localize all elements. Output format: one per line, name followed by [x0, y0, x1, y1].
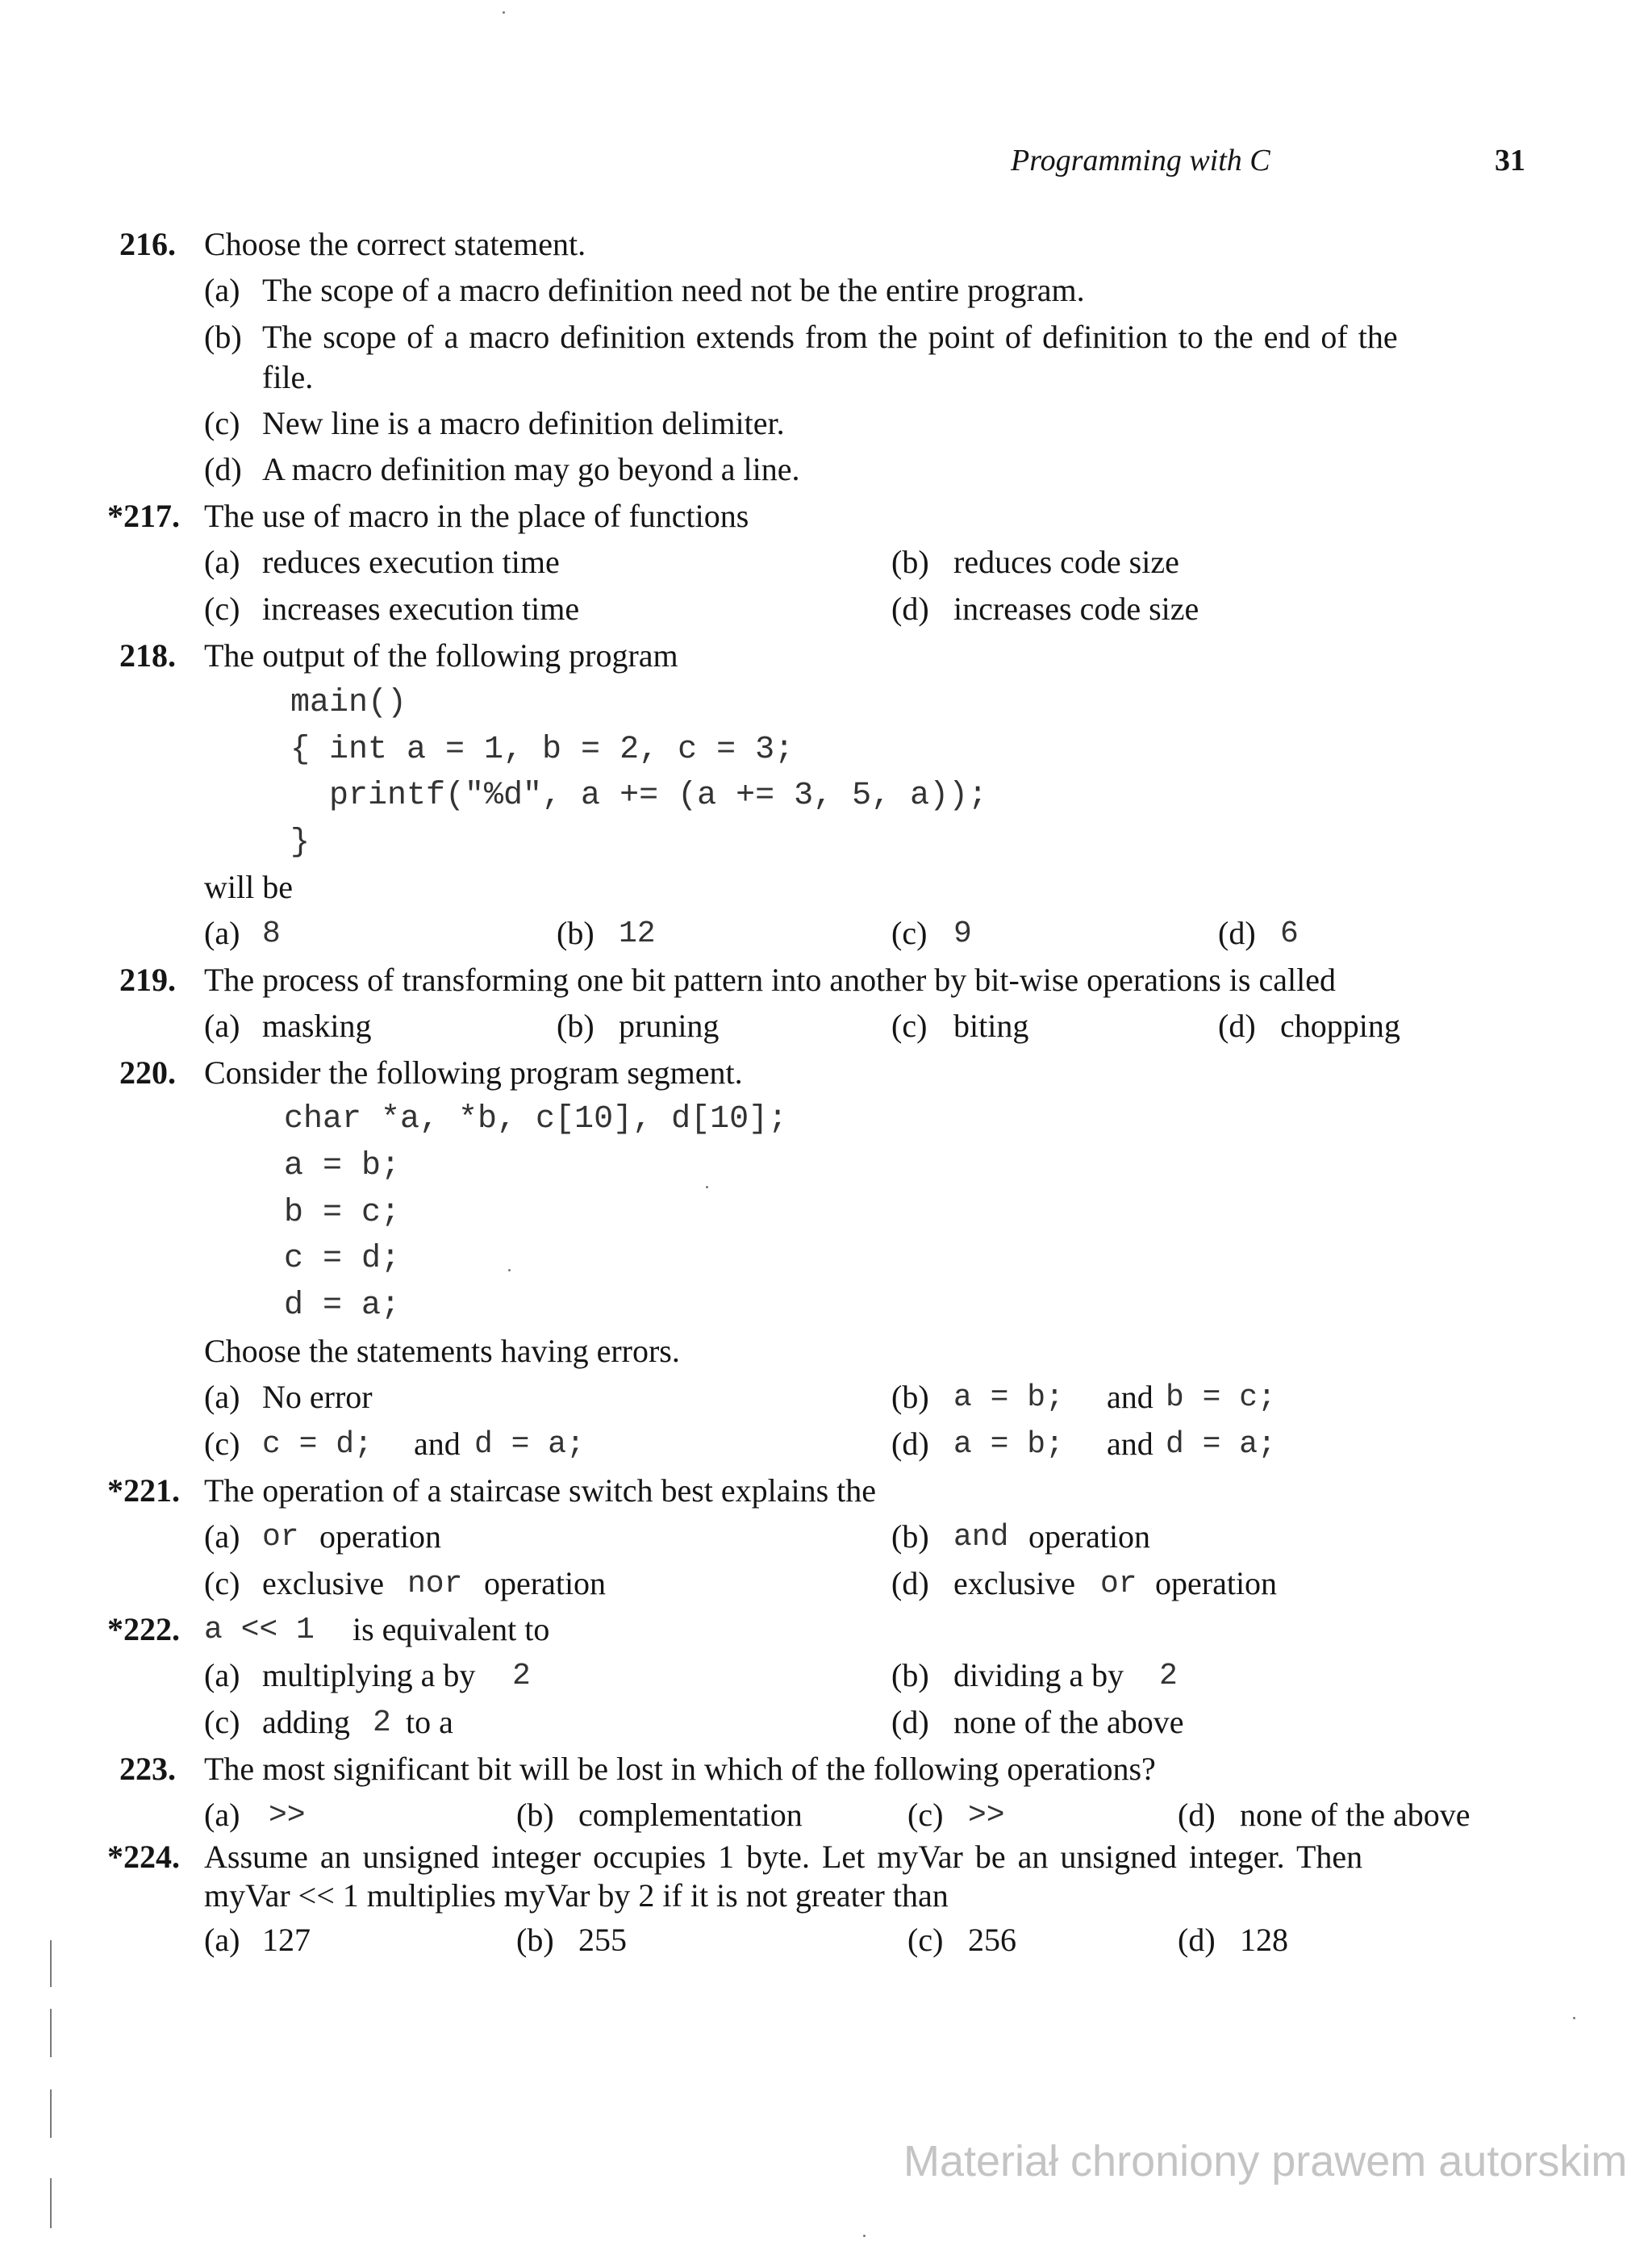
copyright-watermark: Materiał chroniony prawem autorskim	[903, 2137, 1628, 2185]
question-number: 219.	[119, 962, 176, 998]
option-label: (d)	[1218, 1008, 1256, 1044]
option-label: (b)	[557, 915, 594, 951]
option-code: 2	[1159, 1659, 1178, 1693]
option-label: (a)	[204, 1008, 240, 1044]
scan-margin-mark	[50, 2178, 52, 2228]
option-label: (c)	[204, 591, 240, 627]
option-label: (d)	[1178, 1797, 1216, 1833]
scan-speck	[508, 1269, 511, 1271]
option-text: chopping	[1280, 1008, 1400, 1044]
option-text: The scope of a macro definition need not be the entire program.	[262, 272, 1085, 308]
running-header-title: Programming with C	[1011, 144, 1270, 177]
option-text: none of the above	[953, 1704, 1184, 1740]
option-text: operation	[1028, 1518, 1151, 1555]
question-text: Assume an unsigned integer occupies 1 byte. Let myVar be an unsigned integer. Then	[204, 1839, 1363, 1875]
option-value: 9	[953, 916, 972, 951]
question-code: a << 1	[204, 1613, 315, 1647]
option-label: (c)	[891, 1008, 928, 1044]
option-label: (d)	[1178, 1922, 1216, 1958]
page-number: 31	[1495, 144, 1525, 177]
option-label: (b)	[891, 544, 929, 580]
option-text-continued: file.	[262, 359, 314, 395]
option-label: (c)	[204, 405, 240, 441]
option-label: (d)	[891, 591, 929, 627]
option-label: (a)	[204, 915, 240, 951]
question-number: *224.	[107, 1839, 180, 1875]
option-label: (d)	[891, 1704, 929, 1740]
option-label: (b)	[557, 1008, 594, 1044]
scan-speck	[863, 2235, 866, 2237]
option-label: (d)	[1218, 915, 1256, 951]
option-code: a = b;	[953, 1380, 1064, 1415]
option-label: (b)	[891, 1657, 929, 1693]
option-code: or	[1100, 1567, 1137, 1601]
option-code: d = a;	[474, 1427, 585, 1462]
question-text: The process of transforming one bit pattern into another by bit-wise operations is called	[204, 962, 1336, 998]
option-text: The scope of a macro definition extends from the point of definition to the end of the	[262, 319, 1398, 355]
question-text-continued: myVar << 1 multiplies myVar by 2 if it is not greater than	[204, 1877, 949, 1914]
option-label: (b)	[516, 1797, 554, 1833]
option-text: operation	[1155, 1565, 1278, 1601]
option-label: (c)	[907, 1797, 944, 1833]
option-text: adding	[262, 1704, 350, 1740]
option-text: reduces execution time	[262, 544, 560, 580]
option-label: (c)	[891, 915, 928, 951]
option-text: and	[414, 1426, 461, 1462]
option-text: operation	[319, 1518, 442, 1555]
question-number: 223.	[119, 1751, 176, 1787]
code-line: c = d;	[284, 1241, 401, 1277]
option-code: d = a;	[1166, 1427, 1276, 1462]
option-text: dividing a by	[953, 1657, 1124, 1693]
scan-speck	[706, 1186, 708, 1188]
option-label: (b)	[516, 1922, 554, 1958]
code-line: { int a = 1, b = 2, c = 3;	[290, 732, 795, 768]
option-label: (c)	[204, 1426, 240, 1462]
question-text: The use of macro in the place of functions	[204, 498, 749, 534]
option-code: c = d;	[262, 1427, 373, 1462]
option-label: (a)	[204, 1922, 240, 1958]
code-line: printf("%d", a += (a += 3, 5, a));	[290, 778, 988, 814]
option-label: (a)	[204, 1518, 240, 1555]
option-text: multiplying a by	[262, 1657, 476, 1693]
option-label: (b)	[891, 1518, 929, 1555]
option-code: 2	[512, 1659, 531, 1693]
question-number: *217.	[107, 498, 180, 534]
option-text: to a	[406, 1704, 453, 1740]
option-code: or	[262, 1520, 299, 1555]
option-label: (d)	[204, 451, 242, 487]
question-number: *221.	[107, 1472, 180, 1509]
option-label: (d)	[891, 1565, 929, 1601]
question-text-after: Choose the statements having errors.	[204, 1333, 680, 1369]
option-label: (c)	[907, 1922, 944, 1958]
code-line: a = b;	[284, 1148, 401, 1184]
option-text: and	[1107, 1379, 1153, 1415]
option-text: increases execution time	[262, 591, 580, 627]
option-text: operation	[484, 1565, 607, 1601]
question-text: is equivalent to	[353, 1611, 550, 1647]
option-text: biting	[953, 1008, 1029, 1044]
option-label: (b)	[204, 319, 242, 355]
option-code: b = c;	[1166, 1380, 1276, 1415]
option-text: reduces code size	[953, 544, 1179, 580]
question-text: The operation of a staircase switch best explains the	[204, 1472, 877, 1509]
code-line: char *a, *b, c[10], d[10];	[284, 1101, 788, 1138]
option-text: and	[1107, 1426, 1153, 1462]
option-value: 255	[578, 1922, 627, 1958]
question-text: The output of the following program	[204, 637, 678, 674]
option-code: a = b;	[953, 1427, 1064, 1462]
option-value: 127	[262, 1922, 311, 1958]
option-code: >>	[968, 1798, 1005, 1833]
code-line: }	[290, 824, 311, 861]
code-line: d = a;	[284, 1288, 401, 1324]
option-code: 2	[373, 1705, 391, 1740]
option-text: none of the above	[1240, 1797, 1471, 1833]
question-number: *222.	[107, 1611, 180, 1647]
option-value: 128	[1240, 1922, 1288, 1958]
option-text: No error	[262, 1379, 373, 1415]
question-number: 216.	[119, 226, 176, 262]
option-text: complementation	[578, 1797, 803, 1833]
option-label: (a)	[204, 1379, 240, 1415]
option-label: (d)	[891, 1426, 929, 1462]
option-code: and	[953, 1520, 1009, 1555]
question-text: Choose the correct statement.	[204, 226, 586, 262]
option-text: increases code size	[953, 591, 1199, 627]
question-text: Consider the following program segment.	[204, 1054, 743, 1091]
option-code: >>	[269, 1798, 306, 1833]
code-line: main()	[290, 685, 407, 721]
question-text: The most significant bit will be lost in which of the following operations?	[204, 1751, 1156, 1787]
scan-margin-mark	[50, 2009, 52, 2057]
scan-speck	[503, 11, 505, 14]
option-text: pruning	[619, 1008, 720, 1044]
option-label: (c)	[204, 1565, 240, 1601]
scan-margin-mark	[50, 2089, 52, 2138]
option-text: New line is a macro definition delimiter.	[262, 405, 785, 441]
option-value: 8	[262, 916, 281, 951]
option-value: 256	[968, 1922, 1016, 1958]
option-code: nor	[407, 1567, 463, 1601]
question-number: 220.	[119, 1054, 176, 1091]
option-text: masking	[262, 1008, 372, 1044]
scan-margin-mark	[50, 1940, 52, 1987]
question-text-after: will be	[204, 869, 293, 905]
option-label: (a)	[204, 1797, 240, 1833]
option-text: exclusive	[262, 1565, 385, 1601]
question-number: 218.	[119, 637, 176, 674]
option-label: (a)	[204, 1657, 240, 1693]
option-text: exclusive	[953, 1565, 1076, 1601]
option-value: 6	[1280, 916, 1299, 951]
scan-speck	[1573, 2017, 1575, 2019]
option-text: A macro definition may go beyond a line.	[262, 451, 800, 487]
option-value: 12	[619, 916, 656, 951]
option-label: (c)	[204, 1704, 240, 1740]
option-label: (b)	[891, 1379, 929, 1415]
code-line: b = c;	[284, 1195, 401, 1231]
option-label: (a)	[204, 544, 240, 580]
option-label: (a)	[204, 272, 240, 308]
